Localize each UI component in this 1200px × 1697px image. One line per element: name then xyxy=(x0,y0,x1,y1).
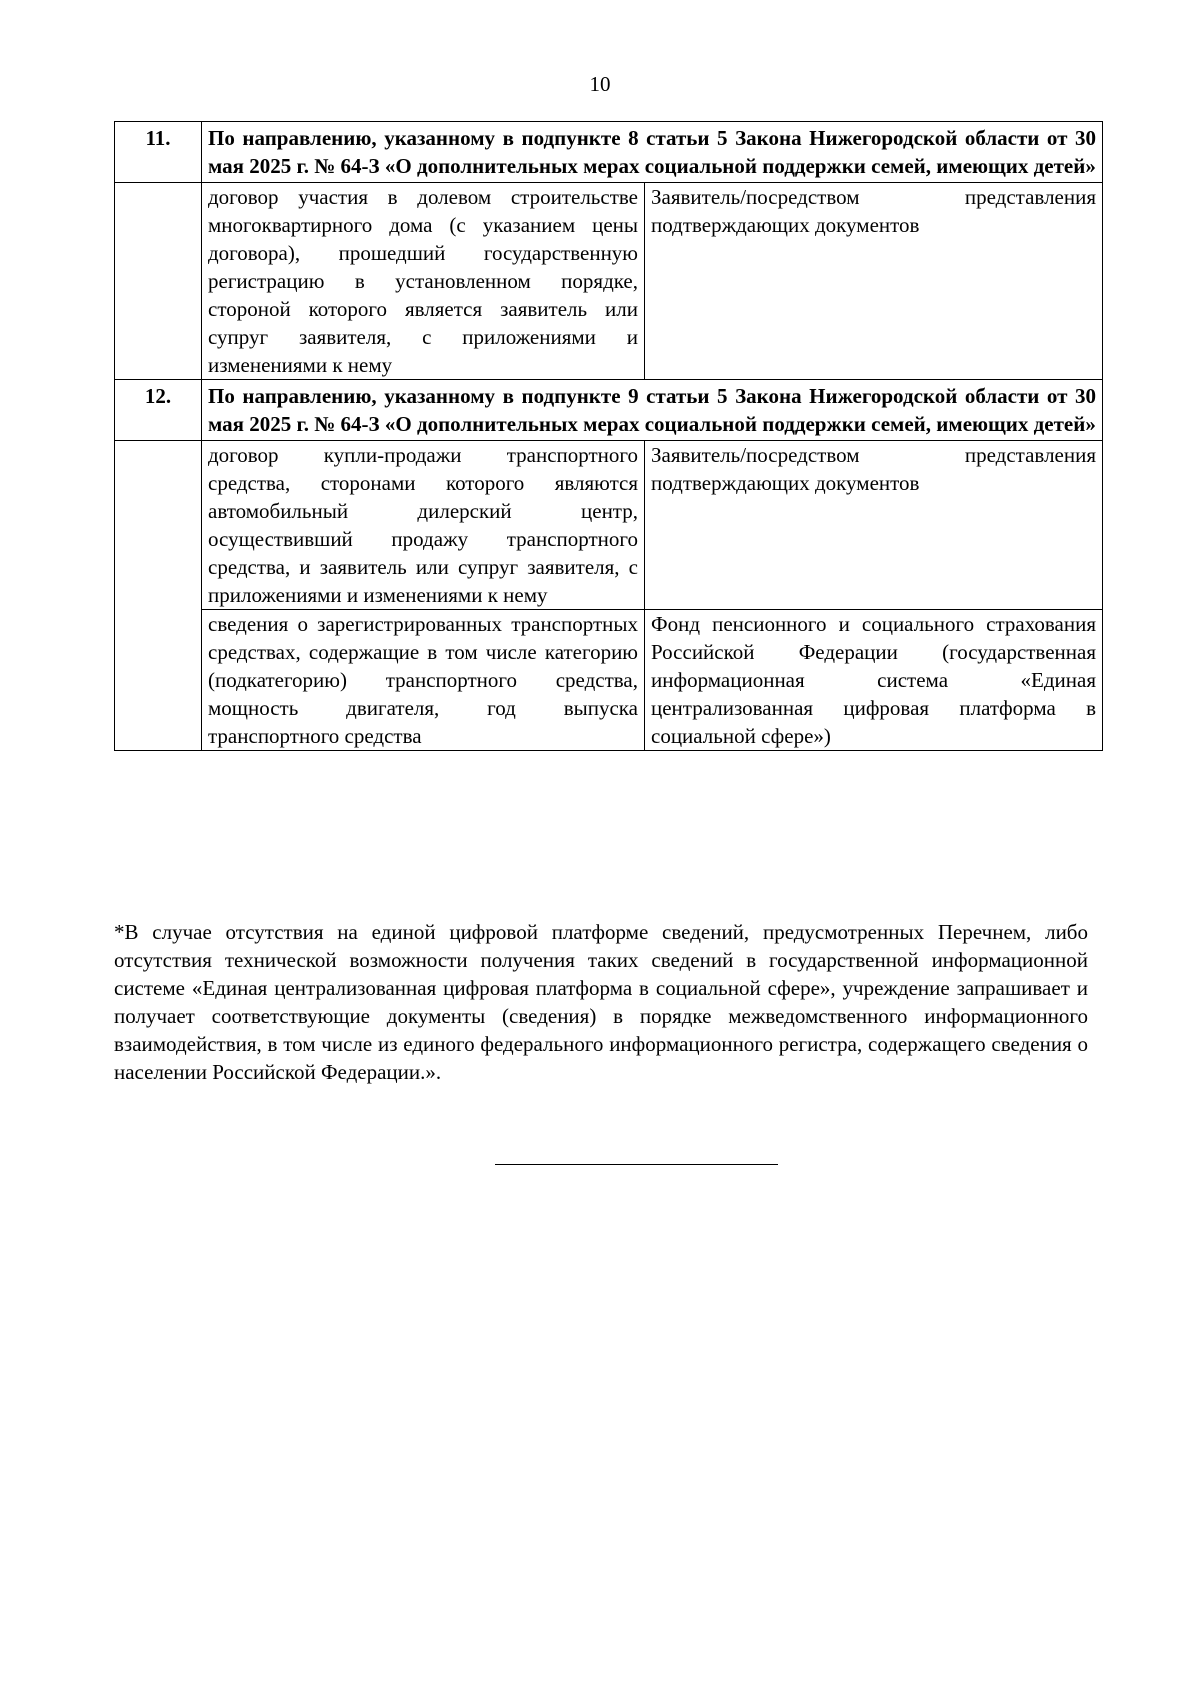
table-row xyxy=(115,441,1103,610)
table-row xyxy=(115,610,1103,751)
section-heading: По направлению, указанному в подпункте 8 статьи 5 Закона Нижегородской области от 30 мая 2025 г. № 64-З «О дополнительных мерах социальной поддержки семей, имеющих детей» xyxy=(202,122,1103,183)
empty-cell xyxy=(115,183,202,380)
source-cell: Фонд пенсионного и социального страхования Российской Федерации (государственная информационная система «Единая централизованная цифровая платформа в социальной сфере») xyxy=(645,610,1103,751)
section-number: 11. xyxy=(115,122,202,183)
source-cell: Заявитель/посредством представления подтверждающих документов xyxy=(645,183,1103,380)
empty-cell xyxy=(115,441,202,751)
source-cell: Заявитель/посредством представления подтверждающих документов xyxy=(645,441,1103,610)
section-header-row xyxy=(115,380,1103,441)
page-number: 10 xyxy=(589,72,611,96)
section-heading: По направлению, указанному в подпункте 9 статьи 5 Закона Нижегородской области от 30 мая 2025 г. № 64-З «О дополнительных мерах социальной поддержки семей, имеющих детей» xyxy=(202,380,1103,441)
document-cell: сведения о зарегистрированных транспортных средствах, содержащие в том числе категорию (подкатегорию) транспортного средства, мощность двигателя, год выпуска транспортного средства xyxy=(202,610,645,751)
footnote: *В случае отсутствия на единой цифровой платформе сведений, предусмотренных Перечнем, либо отсутствия технической возможности получения таких сведений в государственной информационной системе «Единая централизованная цифровая платформа в социальной сфере», учреждение запрашивает и получает соответствующие документы (сведения) в порядке межведомственного информационного взаимодействия, в том числе из единого федерального информационного регистра, содержащего сведения о населении Российской Федерации.». xyxy=(114,920,1088,1084)
section-header-row xyxy=(115,122,1103,183)
section-number: 12. xyxy=(115,380,202,441)
documents-table xyxy=(114,121,1103,751)
table-row xyxy=(115,183,1103,380)
document-cell: договор купли-продажи транспортного средства, сторонами которого являются автомобильный дилерский центр, осуществивший продажу транспортного средства, и заявитель или супруг заявителя, с приложениями и изменениями к нему xyxy=(202,441,645,610)
document-cell: договор участия в долевом строительстве многоквартирного дома (с указанием цены договора), прошедший государственную регистрацию в установленном порядке, стороной которого является заявитель или супруг заявителя, с приложениями и изменениями к нему xyxy=(202,183,645,380)
end-divider xyxy=(495,1164,778,1165)
